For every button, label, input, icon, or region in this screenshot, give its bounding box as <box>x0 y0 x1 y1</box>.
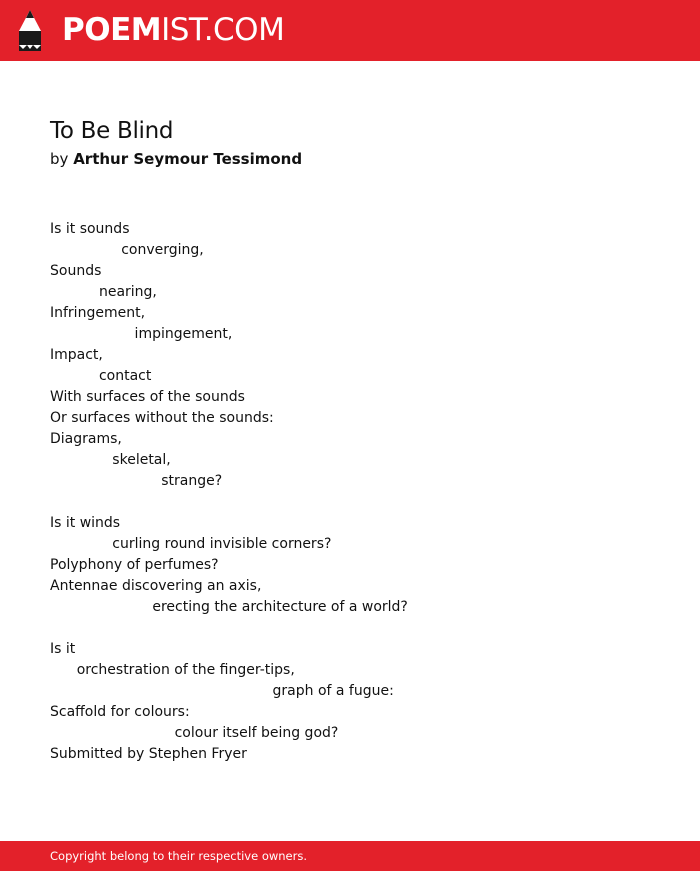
poem-byline <box>50 148 302 170</box>
poem-line: Is it winds <box>50 515 121 531</box>
poem-line: Is it sounds <box>50 221 130 237</box>
by-label: by <box>50 150 69 168</box>
poem-line <box>50 492 670 513</box>
poem-line: strange? <box>50 473 223 489</box>
poem-line: erecting the architecture of a world? <box>50 599 408 615</box>
poem-line: contact <box>50 368 152 384</box>
logo-bold-text: POEM <box>62 12 162 48</box>
poem-line: Diagrams, <box>50 431 122 447</box>
poem-line: Antennae discovering an axis, <box>50 578 262 594</box>
poem-line: Polyphony of perfumes? <box>50 557 219 573</box>
poem-line: Impact, <box>50 347 103 363</box>
poem-author: Arthur Seymour Tessimond <box>73 150 303 168</box>
pencil-tip-icon[interactable] <box>17 9 43 52</box>
poem-title: To Be Blind <box>50 118 174 144</box>
submitted-by: Submitted by Stephen Fryer <box>50 746 247 762</box>
site-header <box>0 0 700 61</box>
site-logo[interactable] <box>62 12 284 49</box>
site-footer <box>0 841 700 871</box>
poem-line: skeletal, <box>50 452 171 468</box>
poem-line: colour itself being god? <box>50 725 339 741</box>
poem-line: graph of a fugue: <box>50 683 394 699</box>
poem-line: curling round invisible corners? <box>50 536 332 552</box>
footer-copyright: Copyright belong to their respective owners. <box>50 849 308 863</box>
poem-line: Sounds <box>50 263 102 279</box>
poem-line: With surfaces of the sounds <box>50 389 245 405</box>
poem-line: orchestration of the finger-tips, <box>50 662 295 678</box>
poem-line: Or surfaces without the sounds: <box>50 410 274 426</box>
poem-line: nearing, <box>50 284 157 300</box>
poem-line: Scaffold for colours: <box>50 704 190 720</box>
logo-light-text: IST.COM <box>161 12 285 48</box>
poem-body <box>50 219 670 744</box>
poem-line: Is it <box>50 641 76 657</box>
poem-line: converging, <box>50 242 204 258</box>
poem-line: Infringement, <box>50 305 146 321</box>
poem-line: impingement, <box>50 326 233 342</box>
poem-line <box>50 618 670 639</box>
